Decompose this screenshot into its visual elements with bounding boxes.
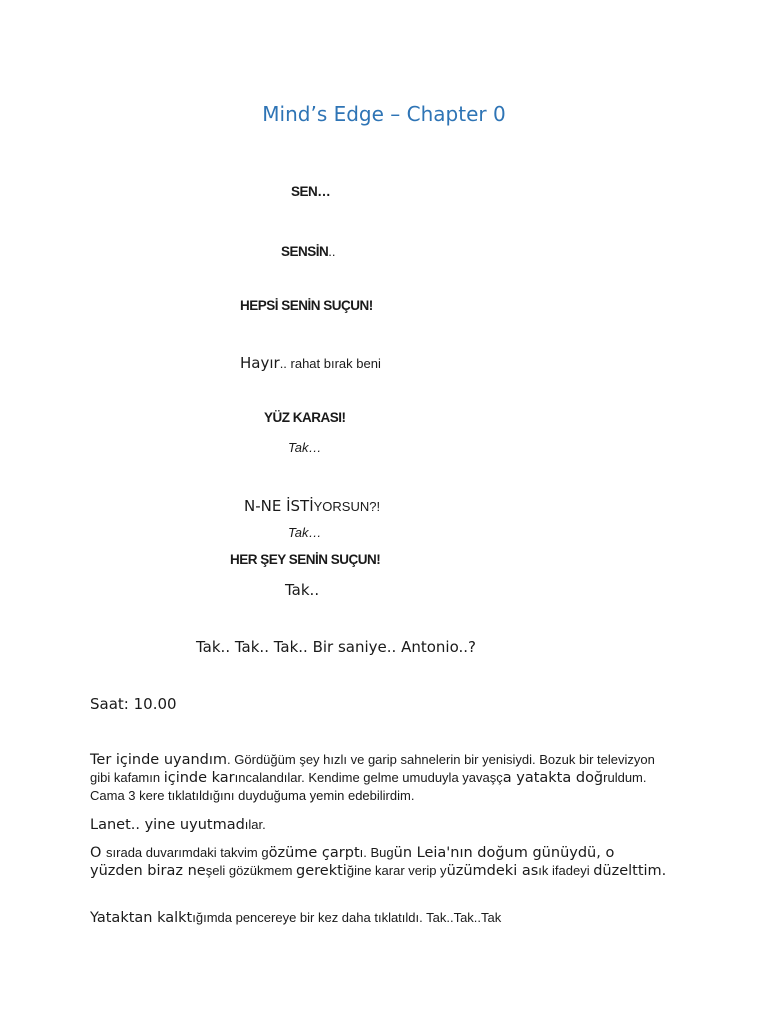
dialogue-text: Tak…	[288, 525, 322, 540]
dialogue-line-her-sey	[230, 552, 380, 567]
dialogue-text: Tak…	[288, 440, 322, 455]
paragraph-text: özüme çarpt	[268, 845, 360, 861]
paragraph-text: gerekti	[296, 863, 347, 879]
dialogue-text: Tak.. Tak.. Tak.. Bir saniye.. Antonio..?	[196, 638, 476, 656]
dialogue-text: HEPSİ SENİN SUÇUN!	[240, 298, 373, 313]
paragraph-text: ık ifadeyi	[538, 863, 594, 878]
dialogue-line-ne-istiyorsun	[244, 496, 380, 515]
dialogue-text-suffix: .. rahat bırak beni	[279, 356, 381, 371]
dialogue-text-suffix: ..	[328, 244, 336, 259]
dialogue-text: N-NE İSTİ	[244, 497, 314, 515]
dialogue-text: SEN…	[291, 184, 331, 199]
sound-line-tak	[288, 525, 321, 540]
paragraph-text: a yatakta	[502, 770, 576, 786]
dialogue-text: YÜZ KARASI!	[264, 410, 346, 425]
paragraph-text: üzümdeki as	[446, 863, 539, 879]
paragraph-text: içinde kar	[163, 770, 235, 786]
dialogue-line-hayir	[240, 353, 381, 372]
dialogue-line-yuz-karasi	[264, 410, 346, 425]
paragraph-text: sırada duvarımdaki takvim g	[106, 845, 269, 860]
paragraph-calendar	[90, 844, 670, 880]
dialogue-text: Tak..	[285, 581, 320, 599]
dialogue-line-sensin	[281, 241, 336, 260]
sound-line-tak-regular	[285, 581, 319, 599]
paragraph-text: Ter içinde uyandım	[90, 752, 228, 768]
dialogue-line-hepsi	[240, 298, 373, 313]
paragraph-lanet	[90, 816, 670, 834]
chapter-title: Mind’s Edge – Chapter 0	[262, 102, 506, 126]
dialogue-line-sen	[291, 184, 330, 199]
paragraph-wake-up	[90, 751, 670, 805]
paragraph-text: şeli gözükmem	[205, 863, 297, 878]
paragraph-text: düzelttim.	[593, 863, 667, 879]
paragraph-text: ı. Bug	[359, 845, 394, 860]
paragraph-text: . Gördüğüm	[227, 752, 296, 767]
paragraph-text: şey hızlı ve garip sahnelerin bir yenisiydi. Bozuk bir televizyon gibi kafamın	[90, 752, 655, 785]
paragraph-text: ruldum. Cama 3 kere tıklatıldığını duyduğuma yemin edebilirdim.	[90, 770, 647, 803]
sound-line-tak-antonio	[196, 638, 476, 656]
sound-line-tak	[288, 440, 321, 455]
dialogue-text-suffix: YORSUN?!	[313, 499, 381, 514]
paragraph-window-knock	[90, 909, 670, 927]
paragraph-text: ıncalandılar. Kendime gelme umuduyla yavaşç	[234, 770, 503, 785]
time-text: Saat: 10.00	[90, 695, 177, 713]
dialogue-text: SENSİN	[281, 244, 329, 259]
paragraph-text: Yataktan kalkt	[90, 910, 193, 926]
paragraph-text: ğine karar verip y	[346, 863, 447, 878]
dialogue-text: HER ŞEY SENİN SUÇUN!	[230, 552, 381, 567]
time-line	[90, 695, 177, 713]
paragraph-text: ılar.	[244, 817, 266, 832]
paragraph-text: doğ	[575, 770, 604, 786]
paragraph-text: ığımda pencereye bir kez daha tıklatıldı. Tak..Tak..Tak	[192, 910, 502, 925]
paragraph-text: O	[90, 845, 107, 861]
dialogue-text: Hayır	[240, 354, 280, 372]
paragraph-text: ün Leia'nın doğum günüydü, o yüzden biraz ne	[90, 845, 615, 879]
paragraph-text: Lanet.. yine uyutmad	[90, 817, 245, 833]
